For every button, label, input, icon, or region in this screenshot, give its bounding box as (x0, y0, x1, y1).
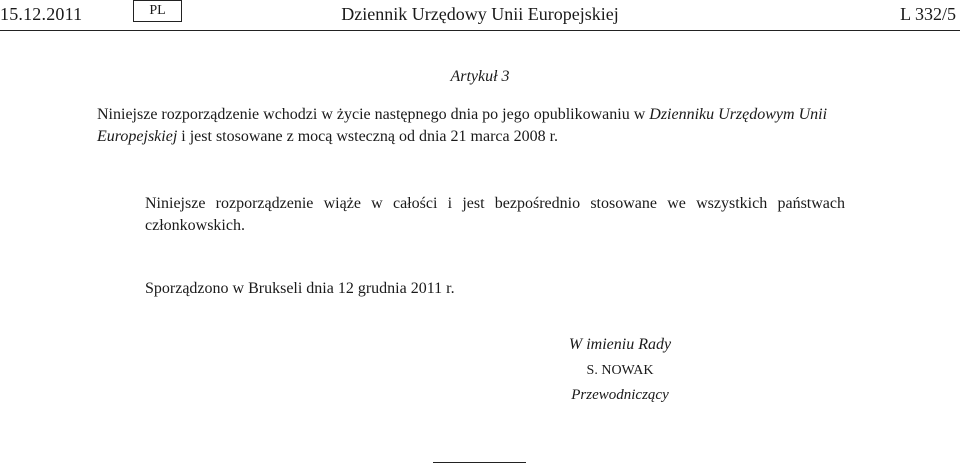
end-divider (433, 462, 526, 463)
page-header (0, 0, 960, 31)
page-reference: L 332/5 (900, 4, 956, 24)
language-badge: PL (133, 0, 182, 22)
journal-title: Dziennik Urzędowy Unii Europejskiej (341, 4, 619, 24)
place-and-date: Sporządzono w Brukseli dnia 12 grudnia 2011 r. (145, 280, 455, 297)
article-title: Artykuł 3 (450, 68, 510, 85)
signatory-name: S. NOWAK (586, 363, 654, 378)
paragraph-text: Niniejsze rozporządzenie wchodzi w życie następnego dnia po jego opublikowaniu w (97, 106, 650, 123)
article-paragraph-entry-into-force (97, 104, 867, 148)
journal-name-italic: Dzienniku Urzędowym Unii Europejskiej (97, 106, 828, 145)
article-paragraph-binding: Niniejsze rozporządzenie wiąże w całości i jest bezpośrednio stosowane we wszystkich państwach członkowskich. (145, 195, 845, 234)
header-date: 15.12.2011 (0, 4, 83, 24)
paragraph-text: i jest stosowane z mocą wsteczną od dnia 21 marca 2008 r. (177, 128, 559, 145)
signature-on-behalf: W imieniu Rady (568, 336, 672, 353)
signatory-role: Przewodniczący (571, 387, 669, 403)
